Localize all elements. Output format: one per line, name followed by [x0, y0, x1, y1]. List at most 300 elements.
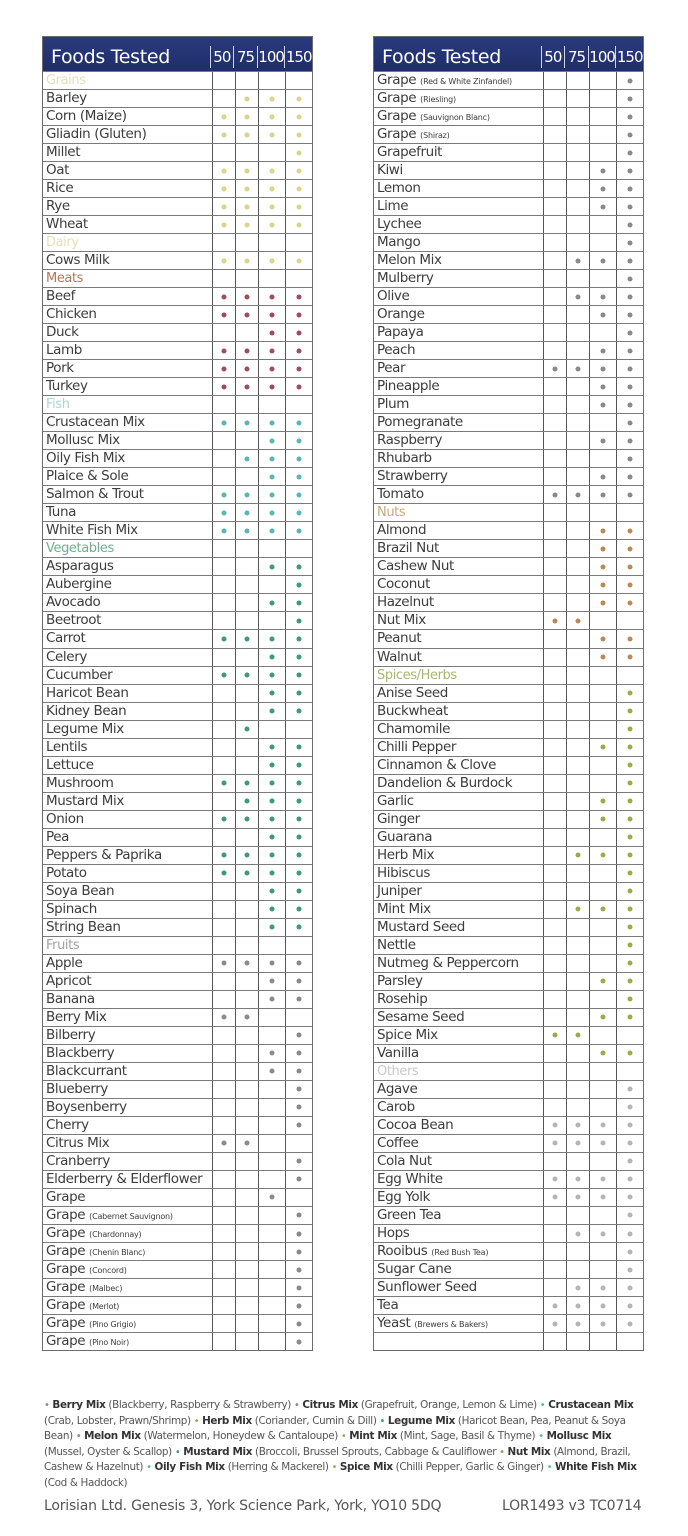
table-row — [43, 1224, 312, 1242]
cell-100 — [258, 396, 285, 413]
cell-50 — [543, 612, 566, 629]
cell-75 — [235, 1153, 258, 1170]
tested-dot-icon — [222, 114, 227, 119]
bullet-icon: • — [538, 1431, 547, 1442]
cell-100 — [589, 829, 616, 846]
table-row — [374, 1134, 643, 1152]
food-name: Apricot — [46, 972, 92, 989]
cell-100 — [589, 1117, 616, 1134]
cell-75 — [566, 558, 589, 575]
tested-dot-icon — [222, 961, 227, 966]
tested-dot-icon — [297, 799, 302, 804]
food-name: Beef — [46, 288, 76, 305]
cell-100 — [589, 378, 616, 395]
tested-dot-icon — [270, 564, 275, 569]
table-row — [43, 1080, 312, 1098]
cell-75 — [235, 721, 258, 738]
table-row — [43, 756, 312, 774]
tested-dot-icon — [245, 258, 250, 263]
cell-150 — [285, 252, 312, 269]
cell-75 — [235, 847, 258, 864]
food-name: Grape (Pino Noir) — [46, 1333, 129, 1350]
cell-100 — [258, 558, 285, 575]
header-col-75: 75 — [564, 46, 588, 68]
table-row — [374, 575, 643, 593]
cell-50 — [212, 1045, 235, 1062]
tested-dot-icon — [628, 78, 633, 83]
cell-100 — [589, 522, 616, 539]
food-name: Lettuce — [46, 756, 94, 773]
tested-dot-icon — [270, 348, 275, 353]
cell-100 — [589, 342, 616, 359]
bullet-icon: • — [293, 1400, 303, 1411]
table-body — [43, 71, 312, 1350]
cell-100 — [258, 847, 285, 864]
legend-mix-name: Herb Mix — [202, 1414, 252, 1427]
cell-75 — [566, 919, 589, 936]
cell-150 — [616, 1261, 643, 1278]
tested-dot-icon — [628, 420, 633, 425]
food-name: Rice — [46, 180, 74, 197]
cell-100 — [589, 1297, 616, 1314]
cell-75 — [566, 162, 589, 179]
cell-50 — [543, 378, 566, 395]
cell-150 — [285, 1135, 312, 1152]
cell-150 — [616, 324, 643, 341]
tested-dot-icon — [222, 168, 227, 173]
bullet-icon: • — [75, 1431, 85, 1442]
tested-dot-icon — [297, 96, 302, 101]
tested-dot-icon — [222, 1015, 227, 1020]
cell-150 — [285, 811, 312, 828]
cell-50 — [212, 234, 235, 251]
food-name: Hibiscus — [377, 864, 431, 881]
food-name: Grape (Malbec) — [46, 1279, 123, 1296]
food-name: Berry Mix — [46, 1008, 107, 1025]
cell-150 — [616, 865, 643, 882]
tested-dot-icon — [270, 961, 275, 966]
cell-50 — [543, 414, 566, 431]
cell-75 — [235, 306, 258, 323]
tested-dot-icon — [553, 1123, 558, 1128]
table-row — [374, 1080, 643, 1098]
mix-legend — [44, 1398, 648, 1490]
cell-100 — [589, 612, 616, 629]
cell-50 — [212, 901, 235, 918]
cell-150 — [616, 378, 643, 395]
cell-50 — [543, 342, 566, 359]
cell-50 — [543, 576, 566, 593]
table-row — [43, 1242, 312, 1260]
tested-dot-icon — [270, 673, 275, 678]
table-row — [374, 287, 643, 305]
cell-50 — [543, 865, 566, 882]
cell-50 — [543, 396, 566, 413]
cell-150 — [285, 108, 312, 125]
cell-75 — [235, 288, 258, 305]
cell-75 — [235, 1225, 258, 1242]
cell-50 — [212, 396, 235, 413]
header-col-150: 150 — [285, 48, 312, 66]
food-name: Chamomile — [377, 720, 451, 737]
cell-75 — [235, 1063, 258, 1080]
food-name: Grape (Red & White Zinfandel) — [377, 72, 512, 88]
cell-75 — [566, 270, 589, 287]
cell-50 — [543, 649, 566, 666]
tested-dot-icon — [245, 961, 250, 966]
tested-dot-icon — [270, 528, 275, 533]
cell-100 — [258, 450, 285, 467]
tested-dot-icon — [222, 132, 227, 137]
cell-150 — [285, 1297, 312, 1314]
tested-dot-icon — [222, 384, 227, 389]
cell-100 — [589, 594, 616, 611]
food-name: Grape (Merlot) — [46, 1297, 120, 1314]
cell-50 — [212, 955, 235, 972]
cell-100 — [258, 1297, 285, 1314]
table-row — [374, 864, 643, 882]
table-row — [374, 89, 643, 107]
food-name: Pea — [46, 828, 70, 845]
food-name: Yeast (Brewers & Bakers) — [377, 1315, 488, 1332]
table-row — [43, 89, 312, 107]
food-name: Pineapple — [377, 378, 440, 395]
food-name: Haricot Bean — [46, 684, 129, 701]
table-row — [374, 305, 643, 323]
table-row — [374, 882, 643, 900]
cell-50 — [212, 919, 235, 936]
cell-75 — [566, 1279, 589, 1296]
cell-150 — [616, 1117, 643, 1134]
footer-code: LOR1493 v3 TC0714 — [502, 1498, 642, 1514]
cell-100 — [258, 198, 285, 215]
tested-dot-icon — [628, 546, 633, 551]
table-row — [374, 485, 643, 503]
cell-100 — [589, 270, 616, 287]
table-row — [43, 287, 312, 305]
food-name: Dandelion & Burdock — [377, 774, 513, 791]
cell-100 — [589, 1333, 616, 1350]
cell-150 — [616, 1333, 643, 1350]
tested-dot-icon — [297, 1303, 302, 1308]
cell-75 — [566, 685, 589, 702]
cell-50 — [543, 180, 566, 197]
cell-150 — [616, 1225, 643, 1242]
cell-50 — [212, 468, 235, 485]
tested-dot-icon — [628, 438, 633, 443]
tested-dot-icon — [270, 492, 275, 497]
table-row — [43, 359, 312, 377]
tested-dot-icon — [245, 348, 250, 353]
cell-50 — [212, 973, 235, 990]
food-name: Almond — [377, 522, 427, 539]
cell-75 — [235, 1045, 258, 1062]
food-name: Walnut — [377, 648, 422, 665]
cell-100 — [589, 1279, 616, 1296]
cell-50 — [212, 865, 235, 882]
table-row — [43, 1044, 312, 1062]
food-name: Cola Nut — [377, 1152, 432, 1169]
table-row — [43, 846, 312, 864]
table-row — [43, 1260, 312, 1278]
cell-50 — [543, 72, 566, 89]
cell-75 — [566, 522, 589, 539]
cell-100 — [589, 540, 616, 557]
tested-dot-icon — [297, 745, 302, 750]
table-row — [43, 215, 312, 233]
cell-100 — [258, 1333, 285, 1350]
cell-150 — [616, 1081, 643, 1098]
cell-100 — [258, 378, 285, 395]
table-row — [374, 1224, 643, 1242]
header-title: Foods Tested — [51, 46, 171, 68]
tested-dot-icon — [297, 925, 302, 930]
cell-75 — [235, 1099, 258, 1116]
cell-150 — [616, 1243, 643, 1260]
tested-dot-icon — [270, 312, 275, 317]
cell-75 — [566, 360, 589, 377]
food-name: Coffee — [377, 1134, 419, 1151]
cell-100 — [258, 685, 285, 702]
tested-dot-icon — [297, 330, 302, 335]
cell-75 — [235, 162, 258, 179]
table-body — [374, 71, 643, 1350]
legend-mix-contents: (Herring & Mackerel) — [224, 1461, 332, 1473]
table-row — [374, 629, 643, 647]
food-name: Kidney Bean — [46, 702, 127, 719]
cell-150 — [616, 1027, 643, 1044]
food-name: Cinnamon & Clove — [377, 756, 496, 773]
cell-50 — [212, 558, 235, 575]
food-name: Papaya — [377, 324, 424, 341]
food-name: Salmon & Trout — [46, 486, 144, 503]
cell-75 — [566, 432, 589, 449]
cell-150 — [285, 216, 312, 233]
cell-100 — [258, 342, 285, 359]
cell-100 — [589, 1189, 616, 1206]
bullet-icon: • — [193, 1415, 203, 1427]
tested-dot-icon — [576, 1231, 581, 1236]
header-col-75: 75 — [233, 46, 257, 68]
cell-100 — [589, 685, 616, 702]
cell-100 — [258, 72, 285, 89]
cell-150 — [616, 685, 643, 702]
tested-dot-icon — [270, 600, 275, 605]
cell-100 — [589, 162, 616, 179]
tested-dot-icon — [245, 853, 250, 858]
cell-150 — [285, 576, 312, 593]
food-name: Plum — [377, 396, 409, 413]
cell-75 — [235, 126, 258, 143]
food-name: Cows Milk — [46, 252, 110, 269]
cell-100 — [589, 90, 616, 107]
cell-100 — [589, 937, 616, 954]
cell-75 — [235, 775, 258, 792]
cell-150 — [285, 1171, 312, 1188]
cell-50 — [212, 522, 235, 539]
cell-150 — [285, 504, 312, 521]
cell-100 — [589, 739, 616, 756]
tested-dot-icon — [222, 492, 227, 497]
cell-75 — [566, 757, 589, 774]
cell-100 — [258, 1117, 285, 1134]
table-row — [374, 810, 643, 828]
cell-150 — [285, 324, 312, 341]
cell-75 — [566, 775, 589, 792]
section-label: Fish — [46, 397, 70, 413]
cell-150 — [616, 306, 643, 323]
cell-100 — [589, 955, 616, 972]
cell-150 — [285, 1333, 312, 1350]
tested-dot-icon — [270, 384, 275, 389]
cell-75 — [235, 432, 258, 449]
cell-150 — [285, 162, 312, 179]
tested-dot-icon — [576, 907, 581, 912]
table-row — [374, 1170, 643, 1188]
cell-100 — [258, 721, 285, 738]
cell-75 — [566, 1243, 589, 1260]
cell-150 — [616, 234, 643, 251]
cell-50 — [212, 90, 235, 107]
cell-75 — [235, 342, 258, 359]
cell-75 — [235, 667, 258, 684]
tested-dot-icon — [270, 330, 275, 335]
cell-150 — [285, 1315, 312, 1332]
tested-dot-icon — [601, 528, 606, 533]
cell-150 — [616, 72, 643, 89]
cell-50 — [212, 270, 235, 287]
tested-dot-icon — [270, 474, 275, 479]
tested-dot-icon — [222, 348, 227, 353]
header-col-50: 50 — [541, 46, 565, 68]
cell-50 — [543, 973, 566, 990]
cell-75 — [566, 1207, 589, 1224]
cell-150 — [616, 811, 643, 828]
tested-dot-icon — [601, 312, 606, 317]
cell-100 — [258, 324, 285, 341]
tested-dot-icon — [297, 1159, 302, 1164]
cell-75 — [566, 1333, 589, 1350]
cell-150 — [616, 396, 643, 413]
cell-150 — [616, 1135, 643, 1152]
food-name: Peach — [377, 342, 416, 359]
cell-75 — [235, 1027, 258, 1044]
cell-75 — [235, 1297, 258, 1314]
cell-50 — [212, 1117, 235, 1134]
cell-50 — [212, 126, 235, 143]
cell-50 — [543, 955, 566, 972]
table-row — [43, 1026, 312, 1044]
tested-dot-icon — [601, 366, 606, 371]
tested-dot-icon — [576, 366, 581, 371]
cell-75 — [235, 594, 258, 611]
cell-75 — [235, 450, 258, 467]
cell-50 — [543, 757, 566, 774]
table-row — [43, 972, 312, 990]
cell-75 — [566, 991, 589, 1008]
tested-dot-icon — [553, 492, 558, 497]
cell-150 — [616, 1279, 643, 1296]
tested-dot-icon — [601, 402, 606, 407]
food-name: Duck — [46, 324, 79, 341]
tested-dot-icon — [628, 763, 633, 768]
cell-150 — [285, 649, 312, 666]
tested-dot-icon — [297, 492, 302, 497]
cell-50 — [212, 1261, 235, 1278]
tested-dot-icon — [628, 835, 633, 840]
tested-dot-icon — [628, 294, 633, 299]
tested-dot-icon — [270, 366, 275, 371]
food-name: Turkey — [46, 378, 88, 395]
table-row — [43, 702, 312, 720]
cell-150 — [616, 612, 643, 629]
cell-75 — [566, 468, 589, 485]
cell-50 — [212, 829, 235, 846]
table-row — [43, 666, 312, 684]
cell-75 — [566, 1045, 589, 1062]
table-row — [374, 233, 643, 251]
cell-150 — [616, 486, 643, 503]
cell-75 — [566, 739, 589, 756]
section-label: Meats — [46, 271, 84, 287]
cell-50 — [543, 1099, 566, 1116]
legend-mix-name: Citrus Mix — [302, 1399, 358, 1411]
cell-50 — [543, 1297, 566, 1314]
tested-dot-icon — [576, 258, 581, 263]
cell-100 — [258, 1171, 285, 1188]
tested-dot-icon — [270, 420, 275, 425]
bullet-icon: • — [174, 1446, 184, 1458]
cell-100 — [258, 811, 285, 828]
tested-dot-icon — [553, 1033, 558, 1038]
cell-50 — [212, 1063, 235, 1080]
cell-100 — [258, 594, 285, 611]
food-name: Mollusc Mix — [46, 432, 120, 449]
header-col-150: 150 — [616, 48, 643, 66]
cell-100 — [589, 198, 616, 215]
food-name: Celery — [46, 648, 87, 665]
cell-150 — [285, 630, 312, 647]
cell-100 — [258, 1243, 285, 1260]
cell-75 — [566, 252, 589, 269]
table-row — [374, 1008, 643, 1026]
legend-mix-contents: (Mussel, Oyster & Scallop) — [44, 1445, 175, 1458]
cell-150 — [616, 540, 643, 557]
food-name: Blueberry — [46, 1080, 109, 1097]
bullet-icon: • — [546, 1462, 555, 1473]
cell-150 — [616, 883, 643, 900]
section-header-row — [374, 1062, 643, 1080]
table-row — [374, 197, 643, 215]
cell-100 — [589, 432, 616, 449]
cell-50 — [212, 1153, 235, 1170]
tested-dot-icon — [245, 1015, 250, 1020]
tested-dot-icon — [297, 618, 302, 623]
cell-100 — [589, 108, 616, 125]
table-row — [374, 990, 643, 1008]
cell-50 — [212, 216, 235, 233]
tested-dot-icon — [222, 871, 227, 876]
tested-dot-icon — [601, 1141, 606, 1146]
cell-150 — [285, 901, 312, 918]
cell-75 — [235, 270, 258, 287]
table-row — [43, 1134, 312, 1152]
cell-100 — [589, 973, 616, 990]
tested-dot-icon — [245, 384, 250, 389]
cell-50 — [212, 757, 235, 774]
cell-75 — [235, 1315, 258, 1332]
tested-dot-icon — [245, 366, 250, 371]
